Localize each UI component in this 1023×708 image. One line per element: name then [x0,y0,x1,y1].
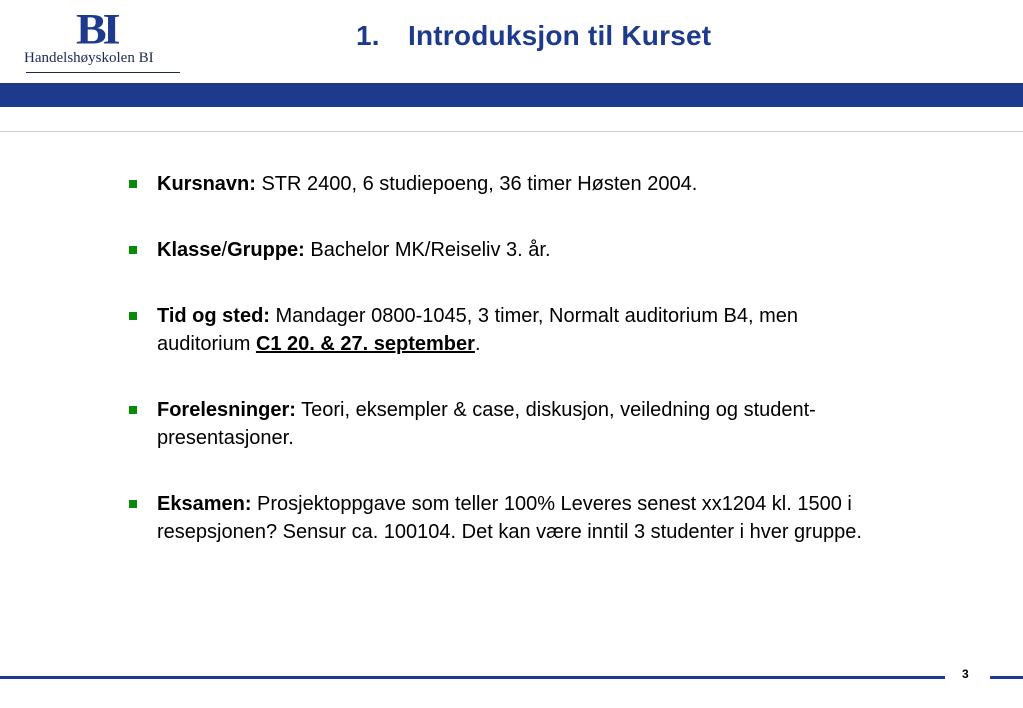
logo-underline [26,72,180,73]
bullet-marker-icon [129,500,137,508]
bullet-list [129,170,919,584]
bullet-highlight: C1 20. & 27. september [255,333,475,355]
bullet-marker-icon [129,406,137,414]
page-number: 3 [962,667,969,681]
bullet-text: STR 2400, 6 studiepoeng, 36 timer Høsten 2004. [255,173,698,195]
bullet-text: Bachelor MK/Reiseliv 3. år. [304,239,551,261]
logo-mark: BI [76,4,117,53]
title-text: Introduksjon til Kurset [408,20,712,51]
bullet-text: Mandager 0800-1045, 3 timer, Normalt auditorium B4, men auditorium [157,305,799,355]
bullet-label: Kursnavn: [157,173,256,195]
bullet-time-place [129,302,877,358]
footer-rule-end [990,676,1023,679]
bullet-text: Prosjektoppgave som teller 100% Leveres senest xx1204 kl. 1500 i resepsjonen? Sensur ca. 100104. Det kan være inntil 3 studenter i hver gruppe. [157,493,862,543]
bullet-marker-icon [129,180,137,188]
header-divider [0,131,1023,132]
bullet-label: Forelesninger: [157,399,296,421]
bullet-label: Tid og sted: [157,305,270,327]
bullet-class-group [129,236,919,264]
bullet-marker-icon [129,312,137,320]
bullet-course-name [129,170,919,198]
bi-logo [24,6,184,76]
bullet-tail: . [474,333,481,355]
bullet-marker-icon [129,246,137,254]
footer-rule [0,676,945,679]
logo-name: Handelshøyskolen BI [24,50,154,66]
bullet-label: Eksamen: [157,493,252,515]
slide-title [356,20,711,52]
title-number: 1. [356,20,380,51]
bullet-exam [129,490,917,546]
header-band [0,83,1023,107]
bullet-label: Klasse/Gruppe: [157,239,305,261]
bullet-text: Teori, eksempler & case, diskusjon, veiledning og student-presentasjoner. [157,399,816,449]
bullet-lectures [129,396,857,452]
